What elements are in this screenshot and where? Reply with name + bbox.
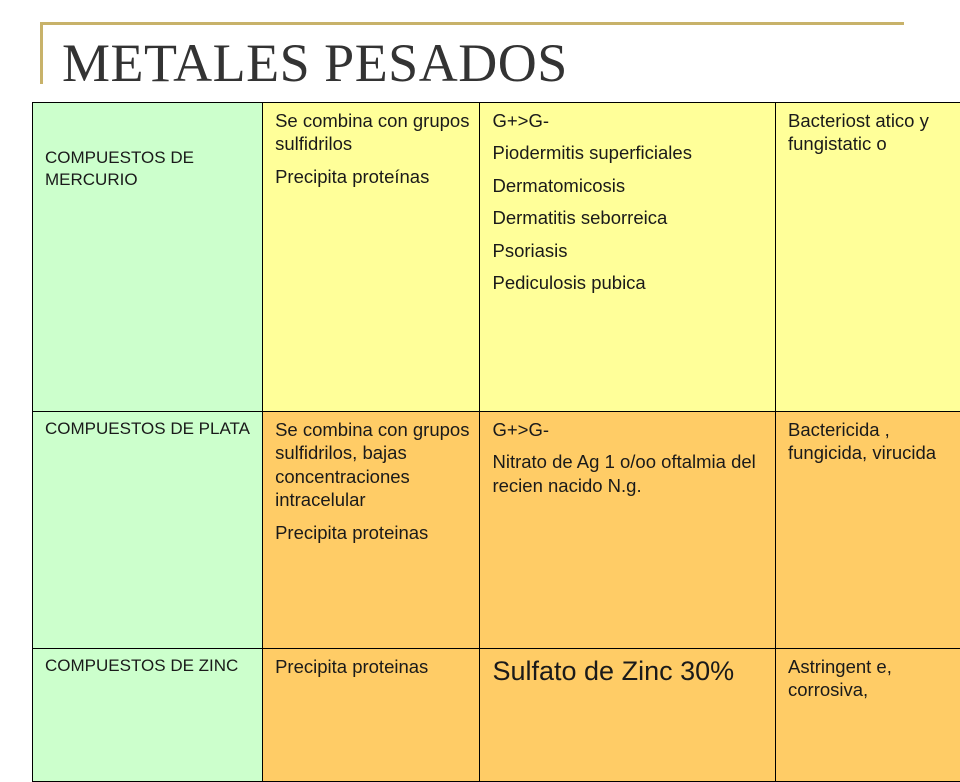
mechanism-cell xyxy=(263,412,480,649)
uses-cell xyxy=(480,412,776,649)
slide-title: METALES PESADOS xyxy=(62,36,568,90)
uses-cell xyxy=(480,649,776,782)
effect-cell xyxy=(776,412,960,649)
mechanism-line: Se combina con grupos sulfidrilos xyxy=(275,109,471,156)
effect-text: Bacteriost atico y fungistatic o xyxy=(788,109,957,156)
table-row-plata xyxy=(33,412,960,649)
uses-line: G+>G- xyxy=(492,109,767,132)
mechanism-line: Precipita proteínas xyxy=(275,165,471,188)
uses-line: Nitrato de Ag 1 o/oo oftalmia del recien nacido N.g. xyxy=(492,450,767,497)
effect-text: Astringent e, corrosiva, xyxy=(788,655,957,702)
uses-line: Dermatomicosis xyxy=(492,174,767,197)
mechanism-line: Se combina con grupos sulfidrilos, bajas concentraciones intracelular xyxy=(275,418,471,512)
uses-line: Sulfato de Zinc 30% xyxy=(492,655,767,689)
mechanism-cell xyxy=(263,649,480,782)
compound-name: COMPUESTOS DE MERCURIO xyxy=(45,147,254,190)
effect-cell xyxy=(776,103,960,412)
compound-cell xyxy=(33,103,263,412)
uses-line: Psoriasis xyxy=(492,239,767,262)
effect-text: Bactericida , fungicida, virucida xyxy=(788,418,957,465)
compound-name: COMPUESTOS DE PLATA xyxy=(45,418,254,440)
uses-line: G+>G- xyxy=(492,418,767,441)
compound-cell xyxy=(33,412,263,649)
table-row-zinc xyxy=(33,649,960,782)
table-row-mercurio xyxy=(33,103,960,412)
uses-line: Dermatitis seborreica xyxy=(492,206,767,229)
compound-cell xyxy=(33,649,263,782)
decorative-top-line xyxy=(40,22,904,25)
uses-cell xyxy=(480,103,776,412)
decorative-left-line xyxy=(40,22,43,84)
mechanism-line: Precipita proteinas xyxy=(275,655,471,678)
mechanism-line: Precipita proteinas xyxy=(275,521,471,544)
effect-cell xyxy=(776,649,960,782)
uses-line: Piodermitis superficiales xyxy=(492,141,767,164)
metals-table xyxy=(32,102,960,782)
uses-line: Pediculosis pubica xyxy=(492,271,767,294)
mechanism-cell xyxy=(263,103,480,412)
compound-name: COMPUESTOS DE ZINC xyxy=(45,655,254,677)
